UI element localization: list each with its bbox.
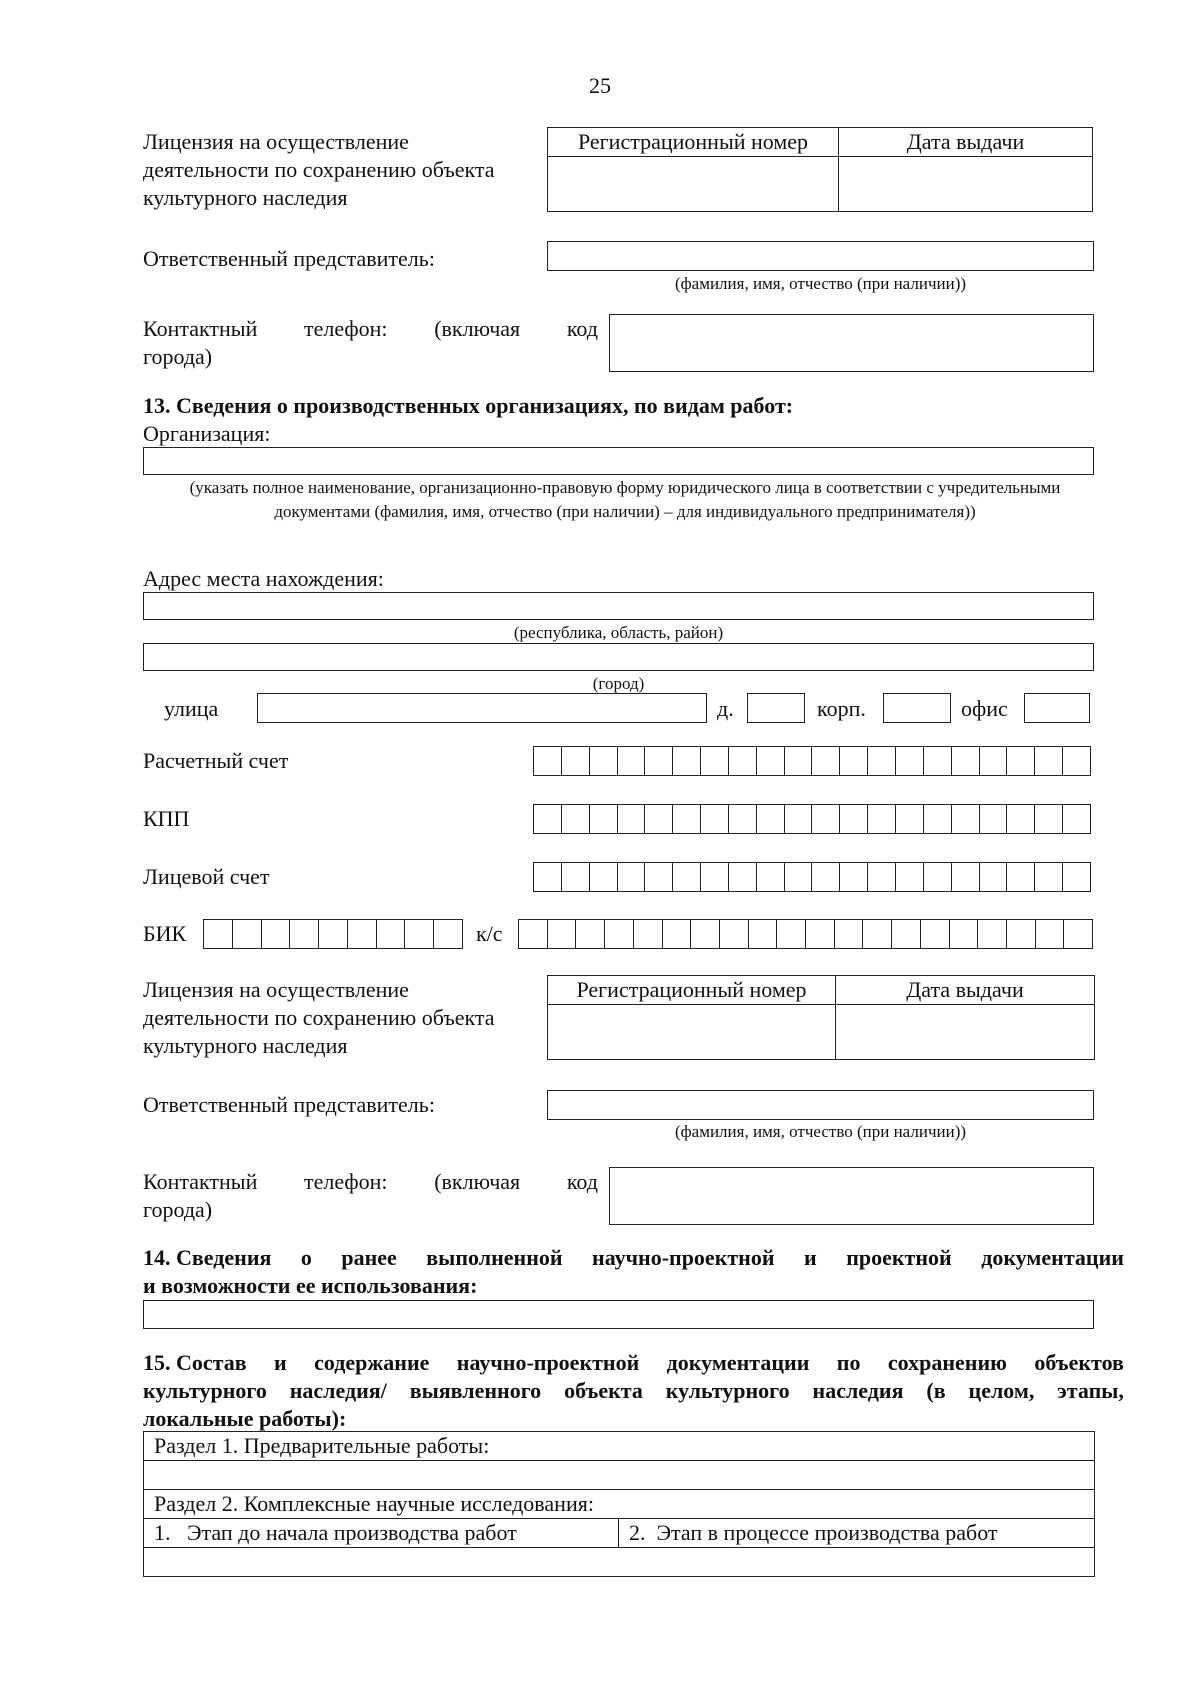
street-label: улица bbox=[164, 696, 219, 721]
personal-account-label: Лицевой счет bbox=[143, 864, 270, 889]
section-1-row: Раздел 1. Предварительные работы: bbox=[144, 1432, 1095, 1461]
section-2-row: Раздел 2. Комплексные научные исследования: bbox=[144, 1490, 1095, 1519]
phone-input-2[interactable] bbox=[609, 1167, 1094, 1225]
phone-label-line1: Контактный телефон: (включая код bbox=[143, 316, 598, 341]
license-reg-input[interactable] bbox=[548, 157, 839, 212]
stage-1-cell: 1. Этап до начала производства работ bbox=[144, 1519, 619, 1548]
building-label: корп. bbox=[817, 696, 866, 721]
house-label: д. bbox=[717, 696, 734, 721]
office-label: офис bbox=[961, 696, 1008, 721]
section-1-input[interactable] bbox=[144, 1461, 1095, 1490]
license-date-input-2[interactable] bbox=[836, 1005, 1095, 1060]
address-label: Адрес места нахождения: bbox=[143, 566, 384, 591]
rep-caption-2: (фамилия, имя, отчество (при наличии)) bbox=[674, 1122, 967, 1141]
building-input[interactable] bbox=[883, 693, 951, 723]
region-input[interactable] bbox=[143, 592, 1094, 620]
kpp-label: КПП bbox=[143, 806, 190, 831]
license-table bbox=[547, 127, 1093, 212]
region-caption: (республика, область, район) bbox=[513, 623, 724, 642]
account-label: Расчетный счет bbox=[143, 748, 289, 773]
bik-cells[interactable] bbox=[203, 919, 463, 949]
rep-caption: (фамилия, имя, отчество (при наличии)) bbox=[674, 274, 967, 293]
house-input[interactable] bbox=[747, 693, 805, 723]
stage-2-cell: 2. Этап в процессе производства работ bbox=[619, 1519, 1095, 1548]
section-14-input[interactable] bbox=[143, 1300, 1094, 1329]
license-label: Лицензия на осуществление деятельности по сохранению объекта культурного наследия bbox=[143, 129, 495, 210]
personal-account-cells[interactable] bbox=[533, 862, 1091, 892]
ks-label: к/с bbox=[476, 921, 503, 946]
stages-input[interactable] bbox=[144, 1548, 1095, 1577]
kpp-cells[interactable] bbox=[533, 804, 1091, 834]
section-15-table bbox=[143, 1431, 1095, 1577]
section-13-title: 13. Сведения о производственных организациях, по видам работ: bbox=[143, 393, 794, 418]
section-14-title-line2: и возможности ее использования: bbox=[143, 1273, 478, 1298]
phone-label-line2-2: города) bbox=[143, 1197, 213, 1222]
section-14-title-line1: 14. Сведения о ранее выполненной научно-проектной и проектной документации bbox=[143, 1245, 1124, 1270]
city-input[interactable] bbox=[143, 643, 1094, 671]
rep-label: Ответственный представитель: bbox=[143, 246, 435, 271]
license-reg-header-2: Регистрационный номер bbox=[548, 976, 836, 1005]
street-input[interactable] bbox=[257, 693, 707, 723]
org-caption: (указать полное наименование, организационно-правовую форму юридического лица в соответствии с учредительными документами (фамилия, имя, отчество (при наличии) – для индивидуального предпринимателя)) bbox=[189, 478, 1061, 521]
license-date-input[interactable] bbox=[839, 157, 1093, 212]
license-table-2 bbox=[547, 975, 1095, 1060]
rep-input-2[interactable] bbox=[547, 1090, 1094, 1120]
account-cells[interactable] bbox=[533, 746, 1091, 776]
section-15-title-line3: локальные работы): bbox=[143, 1406, 347, 1431]
rep-label-2: Ответственный представитель: bbox=[143, 1092, 435, 1117]
phone-label-line1-2: Контактный телефон: (включая код bbox=[143, 1169, 598, 1194]
license-date-header-2: Дата выдачи bbox=[836, 976, 1095, 1005]
city-caption: (город) bbox=[592, 674, 645, 693]
ks-cells[interactable] bbox=[518, 919, 1093, 949]
license-label-2: Лицензия на осуществление деятельности по сохранению объекта культурного наследия bbox=[143, 977, 495, 1058]
page-number: 25 bbox=[589, 73, 611, 98]
license-reg-header: Регистрационный номер bbox=[548, 128, 839, 157]
phone-label-line2: города) bbox=[143, 344, 213, 369]
phone-input[interactable] bbox=[609, 314, 1094, 372]
rep-input[interactable] bbox=[547, 241, 1094, 271]
org-input[interactable] bbox=[143, 447, 1094, 475]
license-reg-input-2[interactable] bbox=[548, 1005, 836, 1060]
office-input[interactable] bbox=[1024, 693, 1090, 723]
license-date-header: Дата выдачи bbox=[839, 128, 1093, 157]
section-15-title-line2: культурного наследия/ выявленного объекта культурного наследия (в целом, этапы, bbox=[143, 1378, 1124, 1403]
org-label: Организация: bbox=[143, 421, 271, 446]
bik-label: БИК bbox=[143, 921, 187, 946]
section-15-title-line1: 15. Состав и содержание научно-проектной документации по сохранению объектов bbox=[143, 1350, 1124, 1375]
